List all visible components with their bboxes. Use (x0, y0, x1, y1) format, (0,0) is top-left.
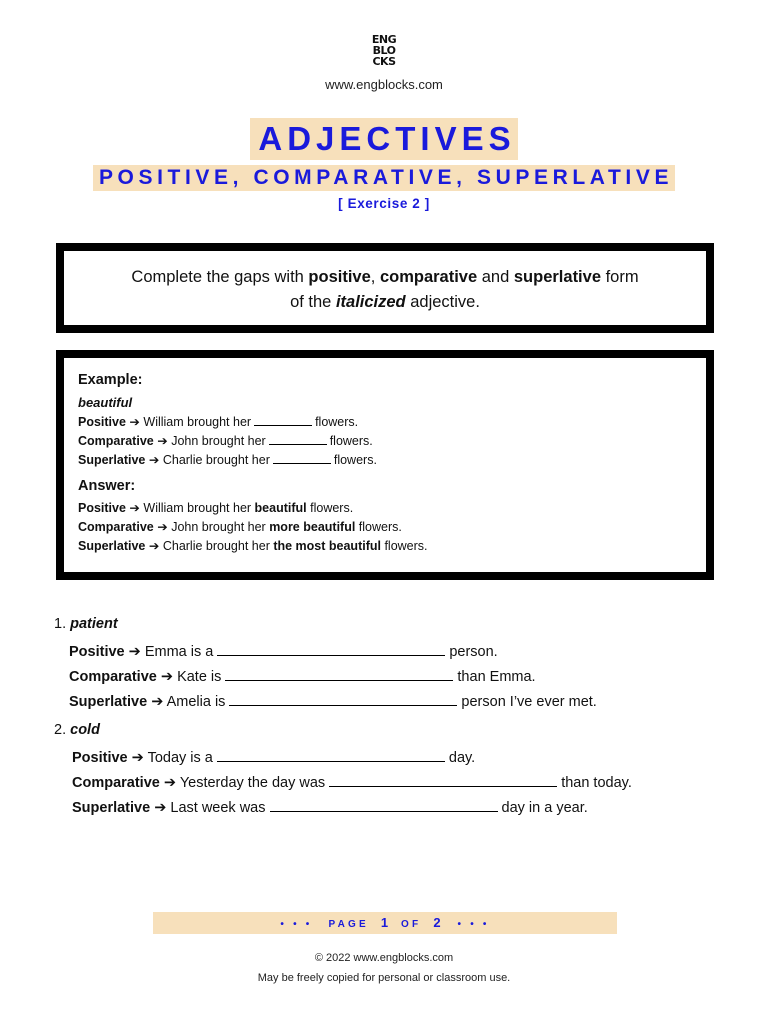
website-url: www.engblocks.com (325, 77, 443, 92)
question-line (69, 640, 597, 665)
line-label: Superlative (72, 800, 151, 816)
answer-text: beautiful (254, 501, 307, 515)
line-text: Yesterday the day was (179, 775, 326, 791)
page-total: 2 (433, 915, 442, 930)
page-indicator (153, 912, 617, 934)
instructions-line-1 (64, 265, 706, 290)
line-text: flowers. (355, 520, 402, 534)
line-label: Superlative (78, 453, 146, 467)
line-text: than today. (561, 775, 632, 791)
line-text: Charlie brought her (162, 539, 274, 553)
line-label: Positive (78, 501, 126, 515)
line-text: flowers. (329, 434, 373, 448)
page-title: ADJECTIVES (250, 118, 517, 160)
answer-gap[interactable] (229, 691, 457, 706)
question-number: 2. (54, 722, 67, 738)
blank-gap (273, 451, 331, 464)
answer-gap[interactable] (217, 641, 445, 656)
answer-text: the most beautiful (273, 539, 381, 553)
line-text: than Emma. (457, 669, 536, 685)
line-text: flowers. (306, 501, 354, 515)
question-lines (54, 746, 632, 821)
line-text: day. (448, 750, 476, 766)
text: of the (290, 293, 336, 311)
exercise-label: [ Exercise 2 ] (338, 196, 430, 211)
example-word: beautiful (78, 395, 133, 410)
engblocks-logo (364, 34, 404, 67)
question-line (69, 665, 597, 690)
example-box (56, 350, 714, 580)
text: adjective. (405, 293, 480, 311)
page-number: 1 (380, 915, 390, 930)
line-text: day in a year. (501, 800, 588, 816)
arrow-icon: ➔ (129, 501, 140, 515)
question-lines (54, 640, 597, 715)
of-word: OF (401, 919, 422, 930)
example-heading: Example: (78, 372, 143, 388)
example-line (78, 432, 706, 451)
answer-line (78, 518, 706, 537)
line-text: flowers. (380, 539, 428, 553)
copyright: © 2022 www.engblocks.com (314, 952, 454, 964)
line-label: Positive (72, 750, 128, 766)
keyword-positive: positive (308, 268, 371, 286)
arrow-icon: ➔ (163, 775, 177, 791)
arrow-icon: ➔ (148, 453, 160, 467)
line-text: John brought her (171, 434, 266, 448)
line-text: person. (449, 644, 498, 660)
arrow-icon: ➔ (157, 520, 168, 534)
line-label: Comparative (69, 669, 157, 685)
arrow-icon: ➔ (151, 694, 164, 710)
answer-heading: Answer: (78, 478, 136, 494)
line-text: person I’ve ever met. (461, 694, 597, 710)
arrow-icon: ➔ (128, 644, 141, 660)
logo-line: BLO (372, 44, 396, 57)
text: and (477, 268, 514, 286)
line-text: Emma is a (144, 644, 214, 660)
question-number: 1. (54, 616, 67, 632)
dots: • • • (280, 919, 313, 930)
answer-text: more beautiful (269, 520, 356, 534)
line-text: William brought her (143, 415, 252, 429)
text: form (601, 268, 639, 286)
blank-gap (269, 432, 327, 445)
line-label: Positive (69, 644, 125, 660)
arrow-icon: ➔ (157, 434, 168, 448)
line-text: Charlie brought her (162, 453, 270, 467)
line-text: William brought her (143, 501, 255, 515)
license-note: May be freely copied for personal or classroom use. (257, 972, 511, 984)
question-title (54, 720, 632, 740)
instructions-box (56, 243, 714, 333)
line-text: Amelia is (166, 694, 226, 710)
line-label: Comparative (78, 520, 154, 534)
logo-line: ENG (371, 33, 397, 46)
answer-gap[interactable] (217, 747, 445, 762)
keyword-italicized: italicized (335, 293, 406, 311)
line-label: Positive (78, 415, 126, 429)
arrow-icon: ➔ (131, 750, 144, 766)
arrow-icon: ➔ (129, 415, 140, 429)
answer-line (78, 537, 706, 556)
dots: • • • (457, 919, 490, 930)
line-label: Superlative (69, 694, 148, 710)
question-line (69, 690, 597, 715)
example-line (78, 451, 706, 470)
question-word: cold (70, 722, 100, 738)
question-line (72, 746, 632, 771)
arrow-icon: ➔ (160, 669, 174, 685)
line-text: Last week was (170, 800, 266, 816)
question-word: patient (70, 616, 118, 632)
text: , (370, 268, 380, 286)
arrow-icon: ➔ (148, 539, 160, 553)
answer-gap[interactable] (225, 666, 453, 681)
line-text: Today is a (147, 750, 213, 766)
question-2 (54, 720, 632, 821)
question-line (72, 771, 632, 796)
instructions-line-2 (64, 290, 706, 315)
line-label: Comparative (78, 434, 154, 448)
line-text: flowers. (315, 415, 359, 429)
question-title (54, 614, 597, 634)
page-subtitle: POSITIVE, COMPARATIVE, SUPERLATIVE (93, 165, 675, 191)
question-line (72, 796, 632, 821)
text: Complete the gaps with (131, 268, 309, 286)
page-word: PAGE (328, 919, 369, 930)
answer-line (78, 499, 706, 518)
subtitle-wrap (0, 165, 768, 191)
logo-line: CKS (372, 55, 396, 68)
question-1 (54, 614, 597, 715)
answer-gap[interactable] (329, 772, 557, 787)
line-label: Comparative (72, 775, 160, 791)
keyword-comparative: comparative (379, 268, 478, 286)
title-wrap (0, 118, 768, 160)
keyword-superlative: superlative (513, 268, 601, 286)
line-text: flowers. (333, 453, 377, 467)
line-text: Kate is (177, 669, 222, 685)
arrow-icon: ➔ (154, 800, 167, 816)
example-line (78, 413, 706, 432)
blank-gap (254, 413, 312, 426)
line-label: Superlative (78, 539, 146, 553)
answer-gap[interactable] (270, 797, 498, 812)
line-text: John brought her (171, 520, 270, 534)
